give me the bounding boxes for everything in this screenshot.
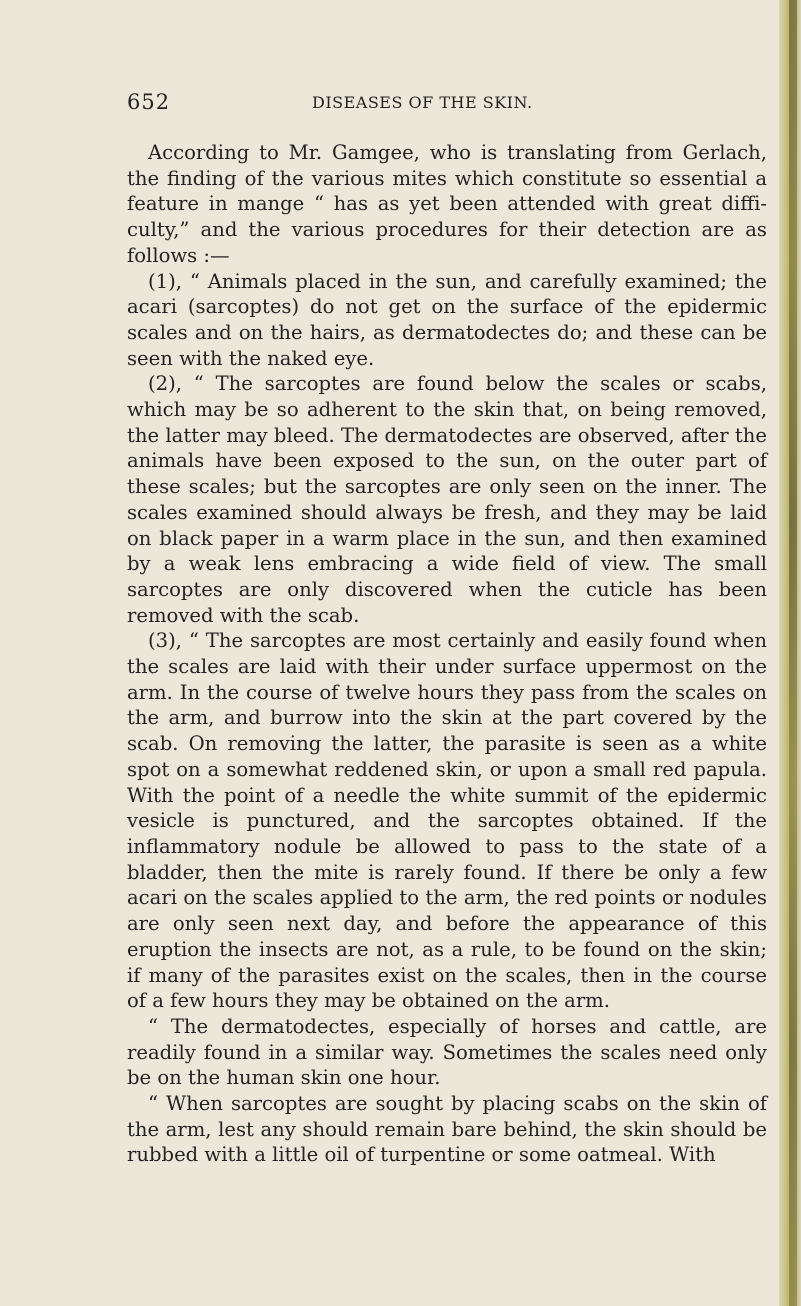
running-title: DISEASES OF THE SKIN. — [312, 93, 533, 112]
page-number: 652 — [127, 90, 171, 114]
binding-shadow — [789, 0, 797, 1306]
paragraph-sarcoptes-scabs: “ When sarcoptes are sought by placing scabs on the skin of the arm, lest any should remain bare behind, the skin should be rubbed with a little oil of turpentine or some oatmeal. With — [127, 1092, 767, 1167]
paragraph-method-1: (1), “ Animals placed in the sun, and carefully examined; the acari (sarcoptes) do not get on the surface of the epidermic scales and on the hairs, as dermatodectes do; and these can be seen with the naked eye. — [127, 269, 767, 370]
paragraph-method-3: (3), “ The sarcoptes are most certainly and easily found when the scales are laid with their under surface uppermost on the arm. In the course of twelve hours they pass from the scales on the arm, and burrow into the skin at the part covered by the scab. On removing the latter, the parasite is seen as a white spot on a somewhat reddened skin, or upon a small red papula. With the point of a needle the white summit of the epidermic vesicle is punctured, and the sarcoptes obtained. If the inflammatory nodule be allowed to pass to the state of a bladder, then the mite is rarely found. If there be only a few acari on the scales applied to the arm, the red points or nodules are only seen next day, and before the appearance of this eruption the insects are not, as a rule, to be found on the skin; if many of the parasites exist on the scales, then in the course of a few hours they may be obtained on the arm. — [127, 629, 767, 1013]
body-text — [127, 140, 767, 1168]
page-header — [127, 90, 767, 118]
paragraph-dermatodectes: “ The dermatodectes, especially of horses and cattle, are readily found in a similar way. Sometimes the scales need only be on the human skin one hour. — [127, 1014, 767, 1090]
paragraph-intro: According to Mr. Gamgee, who is translating from Gerlach, the finding of the various mites which constitute so essential a feature in mange “ has as yet been attended with great diffi-culty,” and the various procedures for their detection are as follows :— — [127, 141, 767, 267]
paragraph-method-2: (2), “ The sarcoptes are found below the scales or scabs, which may be so adherent to the skin that, on being removed, the latter may bleed. The dermatodectes are observed, after the animals have been exposed to the sun, on the outer part of these scales; but the sarcoptes are only seen on the inner. The scales examined should always be fresh, and they may be laid on black paper in a warm place in the sun, and then examined by a weak lens embracing a wide field of view. The small sarcoptes are only discovered when the cuticle has been removed with the scab. — [127, 372, 767, 627]
